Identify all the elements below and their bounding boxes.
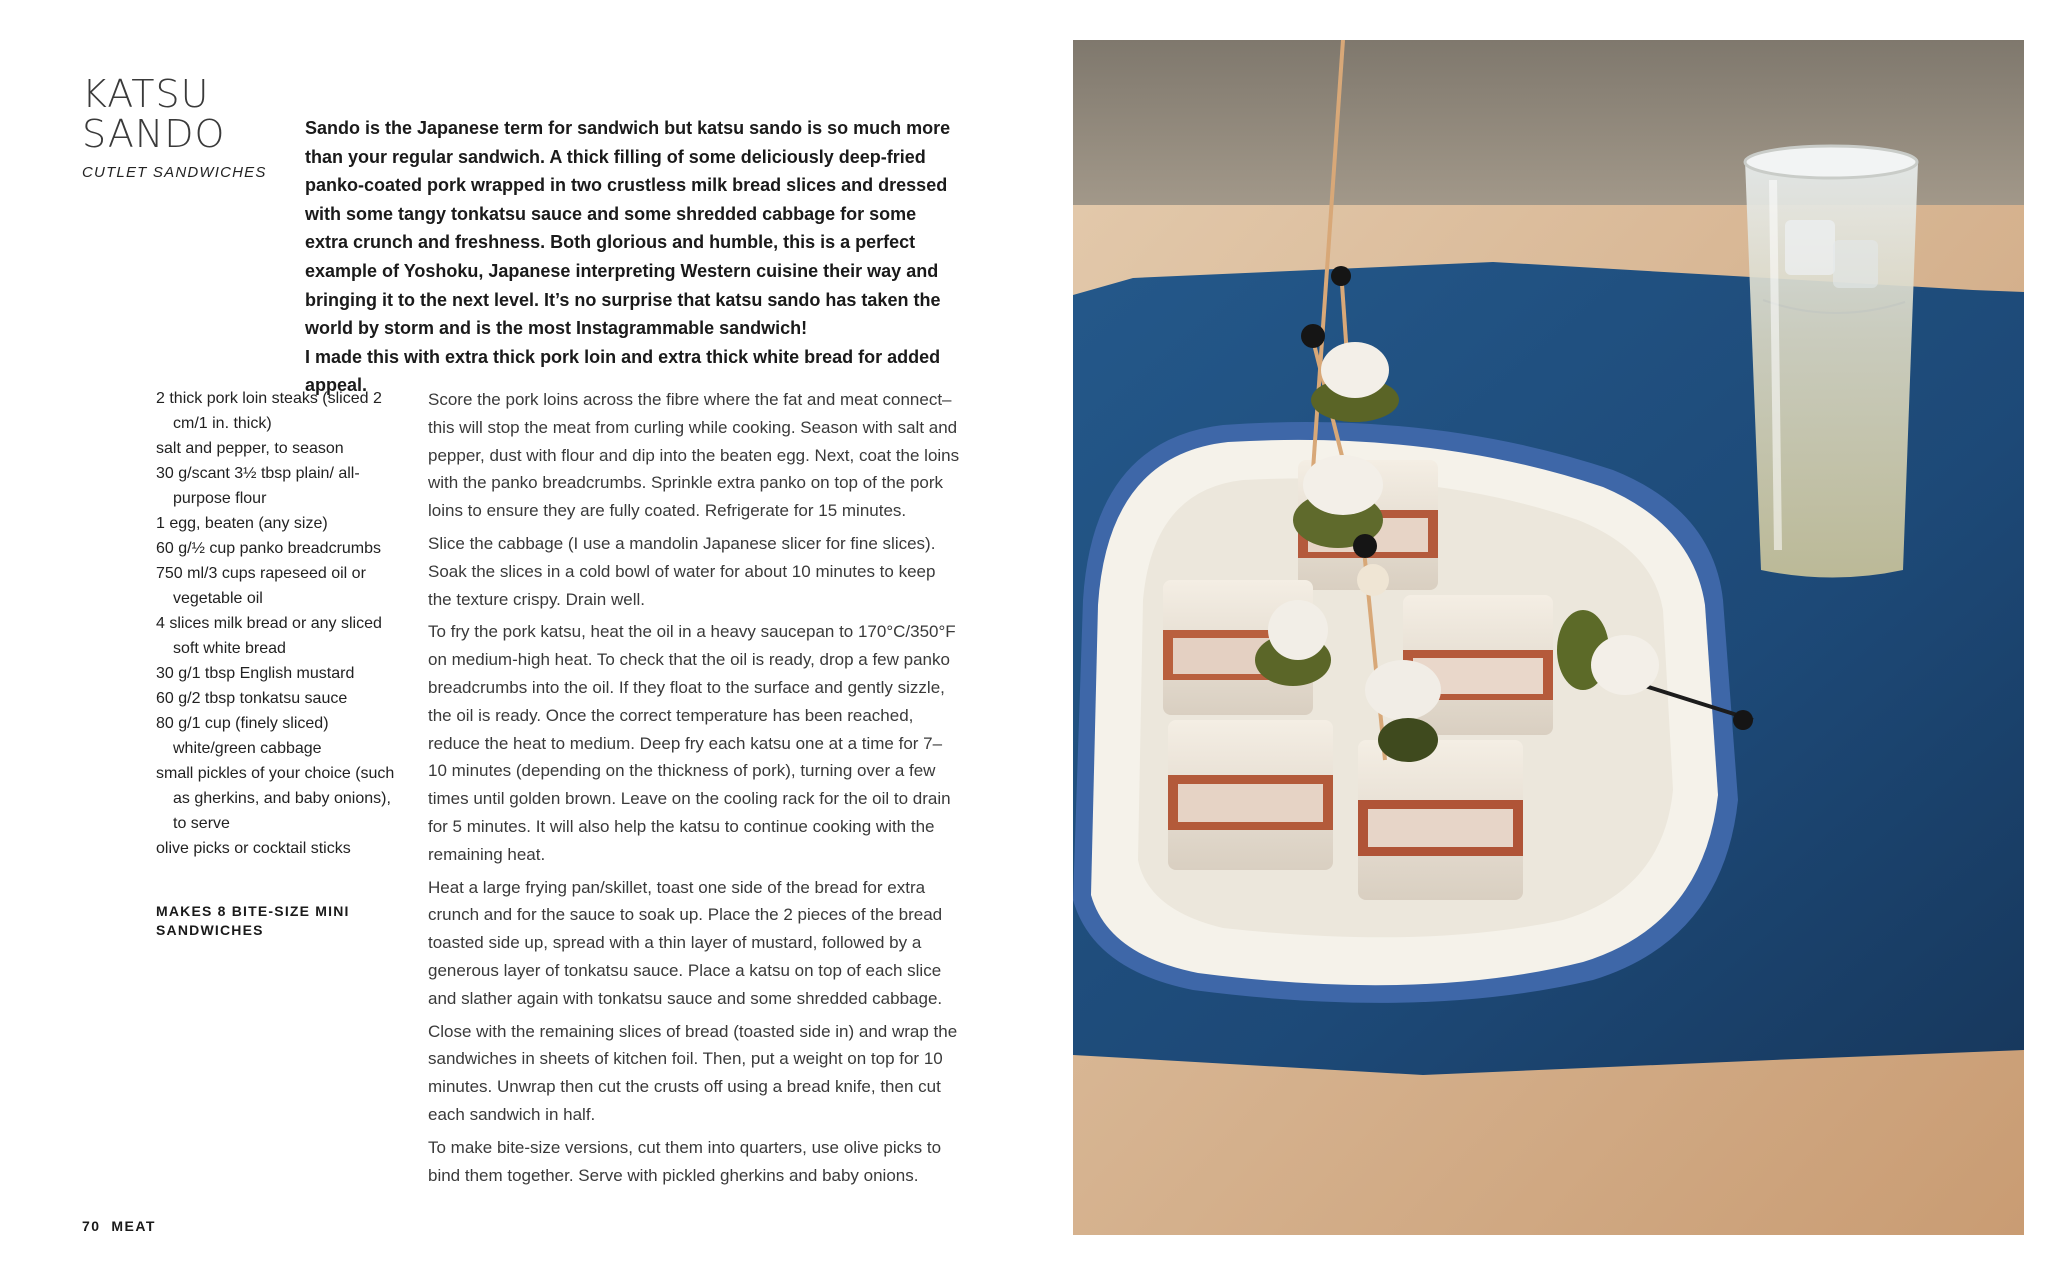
food-photo: [1073, 40, 2024, 1235]
ingredient-item: olive picks or cocktail sticks: [156, 840, 351, 857]
ingredient-item: 1 egg, beaten (any size): [156, 515, 328, 532]
ingredient-item: 80 g/1 cup (finely sliced) white/green cabbage: [156, 715, 329, 757]
ingredient-item: 30 g/1 tbsp English mustard: [156, 665, 355, 682]
recipe-title-line-1: KATSU: [82, 72, 210, 116]
food-photo-illustration: [1073, 40, 2024, 1235]
ingredient-item: 60 g/½ cup panko breadcrumbs: [156, 540, 382, 557]
recipe-title: [82, 74, 225, 154]
ingredient-item: 750 ml/3 cups rapeseed oil or vegetable oil: [156, 565, 366, 607]
page-folio: [82, 1218, 156, 1234]
recipe-yield: MAKES 8 BITE-SIZE MINI SANDWICHES: [156, 903, 350, 938]
recipe-subtitle: CUTLET SANDWICHES: [82, 164, 267, 181]
method-step: To make bite-size versions, cut them into quarters, use olive picks to bind them together. Serve with pickled gherkins and baby onions.: [428, 1137, 942, 1185]
recipe-intro: [305, 114, 955, 400]
method-step: Close with the remaining slices of bread (toasted side in) and wrap the sandwiches in sheets of kitchen foil. Then, put a weight on top for 10 minutes. Unwrap then cut the crusts off using a bread knife, then cut each sandwich in half.: [428, 1021, 958, 1124]
ingredient-item: 4 slices milk bread or any sliced soft white bread: [156, 615, 382, 657]
ingredient-item: 30 g/scant 3½ tbsp plain/ all-purpose flour: [156, 465, 360, 507]
method-step: Heat a large frying pan/skillet, toast one side of the bread for extra crunch and for the sauce to soak up. Place the 2 pieces of the bread toasted side up, spread with a thin layer of mustard, followed by a generous layer of tonkatsu sauce. Place a katsu on top of each slice and slather again with tonkatsu sauce and some shredded cabbage.: [428, 877, 943, 1008]
intro-text: Sando is the Japanese term for sandwich but katsu sando is so much more than your regular sandwich. A thick filling of some deliciously deep-fried panko-coated pork wrapped in two crustless milk bread slices and dressed with some tangy tonkatsu sauce and some shredded cabbage for some extra crunch and freshness. Both glorious and humble, this is a perfect example of Yoshoku, Japanese interpreting Western cuisine their way and bringing it to the next level. It’s no surprise that katsu sando has taken the world by storm and is the most Instagrammable sandwich!: [305, 118, 951, 339]
ingredient-item: 60 g/2 tbsp tonkatsu sauce: [156, 690, 348, 707]
method-step: To fry the pork katsu, heat the oil in a heavy saucepan to 170°C/350°F on medium-high heat. To check that the oil is ready, drop a few panko breadcrumbs into the oil. If they float to the surface and gently sizzle, the oil is ready. Once the correct temperature has been reached, reduce the heat to medium. Deep fry each katsu one at a time for 7–10 minutes (depending on the thickness of pork), turning over a few times until golden brown. Leave on the cooling rack for the oil to drain for 5 minutes. It will also help the katsu to continue cooking with the remaining heat.: [428, 622, 956, 864]
ingredient-item: small pickles of your choice (such as gherkins, and baby onions), to serve: [156, 765, 395, 832]
recipe-title-line-2: SANDO: [82, 112, 226, 156]
method-steps: [428, 386, 960, 1194]
method-step: Slice the cabbage (I use a mandolin Japanese slicer for fine slices). Soak the slices in a cold bowl of water for about 10 minutes to keep the texture crispy. Drain well.: [428, 533, 936, 609]
section-name: MEAT: [111, 1218, 156, 1234]
ingredient-list: [156, 386, 396, 861]
ingredient-item: 2 thick pork loin steaks (sliced 2 cm/1 in. thick): [156, 390, 382, 432]
drinking-glass: [1745, 146, 1918, 578]
ingredient-item: salt and pepper, to season: [156, 440, 344, 457]
intro-note: I made this with extra thick pork loin and extra thick white bread for added appeal.: [305, 346, 941, 396]
method-step: Score the pork loins across the fibre where the fat and meat connect– this will stop the meat from curling while cooking. Season with salt and pepper, dust with flour and dip into the beaten egg. Next, coat the loins with the panko breadcrumbs. Sprinkle extra panko on top of the pork loins to ensure they are fully coated. Refrigerate for 15 minutes.: [428, 390, 960, 521]
page-number: 70: [82, 1218, 101, 1234]
